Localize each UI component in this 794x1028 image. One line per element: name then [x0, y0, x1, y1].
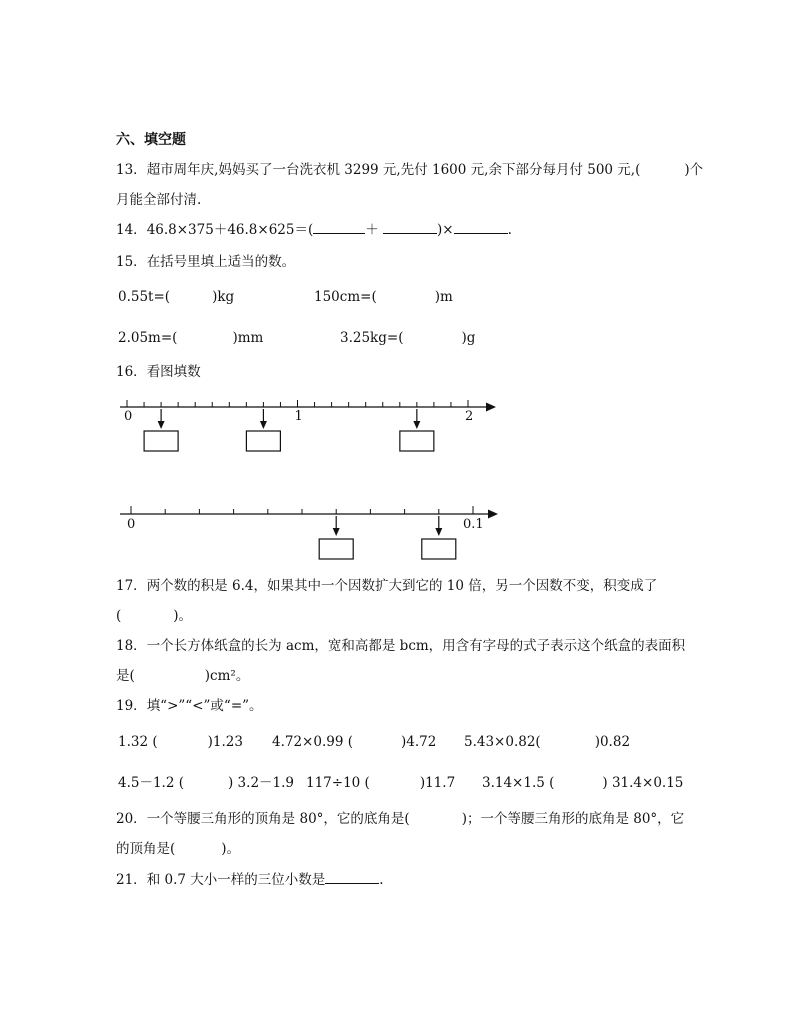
pointer-arrowhead	[435, 528, 442, 536]
q19-row1-item3: 5.43×0.82( )0.82	[464, 734, 631, 750]
number-line-2-group	[120, 506, 498, 559]
question-21: 21．和 0.7 大小一样的三位小数是 .	[116, 872, 384, 888]
answer-box	[246, 431, 280, 451]
tick-label: 0	[124, 409, 133, 424]
number-line-1-group	[120, 400, 496, 451]
section-title: 六、填空题	[116, 132, 186, 148]
question-18-line1	[116, 637, 685, 655]
q19-row2-item1: 4.5－1.2 ( ) 3.2－1.9	[118, 775, 294, 791]
question-text: 在括号里填上适当的数。	[146, 254, 296, 270]
pointer-arrowhead	[413, 421, 420, 429]
question-13-line2: 月能全部付清.	[116, 192, 202, 208]
pointer-arrowhead	[260, 421, 267, 429]
question-text: 一个等腰三角形的顶角是 80°，它的底角是(	[146, 811, 410, 827]
answer-box	[422, 539, 456, 559]
question-text: .	[507, 222, 512, 238]
q15-item-4: 3.25kg=( )g	[340, 330, 476, 346]
plus-sign: ＋	[365, 222, 379, 238]
question-text: )个	[684, 162, 704, 178]
question-18-line2: 是( )cm²。	[116, 668, 250, 684]
pointer-arrowhead	[158, 421, 165, 429]
answer-box	[400, 431, 434, 451]
q15-item-1: 0.55t=( )kg	[118, 289, 235, 305]
question-text: 和 0.7 大小一样的三位小数是	[146, 872, 326, 888]
question-number: 14．	[116, 222, 147, 238]
question-number: 21．	[116, 872, 147, 888]
q15-item-3: 2.05m=( )mm	[118, 330, 264, 346]
tick-label: 2	[465, 409, 474, 424]
question-number: 16．	[116, 364, 147, 380]
q19-row1-item2: 4.72×0.99 ( )4.72	[272, 734, 437, 750]
q15-item-2: 150cm=( )m	[314, 289, 453, 305]
question-17-line2: ( )。	[116, 608, 193, 624]
question-number: 17．	[116, 578, 147, 594]
tick-label: 0	[127, 517, 136, 532]
question-number: 18．	[116, 638, 147, 654]
question-text: )；一个等腰三角形的底角是 80°，它	[461, 811, 685, 827]
question-20-line2: 的顶角是( )。	[116, 841, 241, 857]
question-text: 两个数的积是 6.4，如果其中一个因数扩大到它的 10 倍，另一个因数不变，积变成了	[146, 578, 658, 594]
answer-box	[144, 431, 178, 451]
question-text: )×	[437, 222, 454, 238]
question-20-line1	[116, 810, 684, 828]
tick-label: 0.1	[463, 517, 484, 532]
question-number: 13．	[116, 162, 147, 178]
q19-row2-item3: 3.14×1.5 ( ) 31.4×0.15	[482, 775, 684, 791]
q19-row2-item2: 117÷10 ( )11.7	[306, 775, 456, 791]
tick-label: 1	[294, 409, 303, 424]
axis-arrowhead	[486, 403, 496, 412]
question-17-line1	[116, 577, 657, 595]
question-text: 一个长方体纸盒的长为 acm，宽和高都是 bcm，用含有字母的式子表示这个纸盒的表面积	[146, 638, 686, 654]
q19-row1-item1: 1.32 ( )1.23	[118, 734, 243, 750]
answer-box	[319, 539, 353, 559]
answer-blank[interactable]	[325, 871, 379, 884]
question-text: 填“>”“<”或“=”。	[146, 698, 263, 714]
question-number: 19．	[116, 698, 147, 714]
question-number: 20．	[116, 811, 147, 827]
question-number: 15．	[116, 254, 147, 270]
question-text: 46.8×375＋46.8×625＝(	[146, 222, 314, 238]
question-19	[116, 697, 263, 715]
pointer-arrowhead	[333, 528, 340, 536]
question-text: 看图填数	[146, 364, 201, 380]
axis-arrowhead	[488, 510, 498, 519]
question-text: 超市周年庆,妈妈买了一台洗衣机 3299 元,先付 1600 元,余下部分每月付 500 元,(	[146, 162, 641, 178]
